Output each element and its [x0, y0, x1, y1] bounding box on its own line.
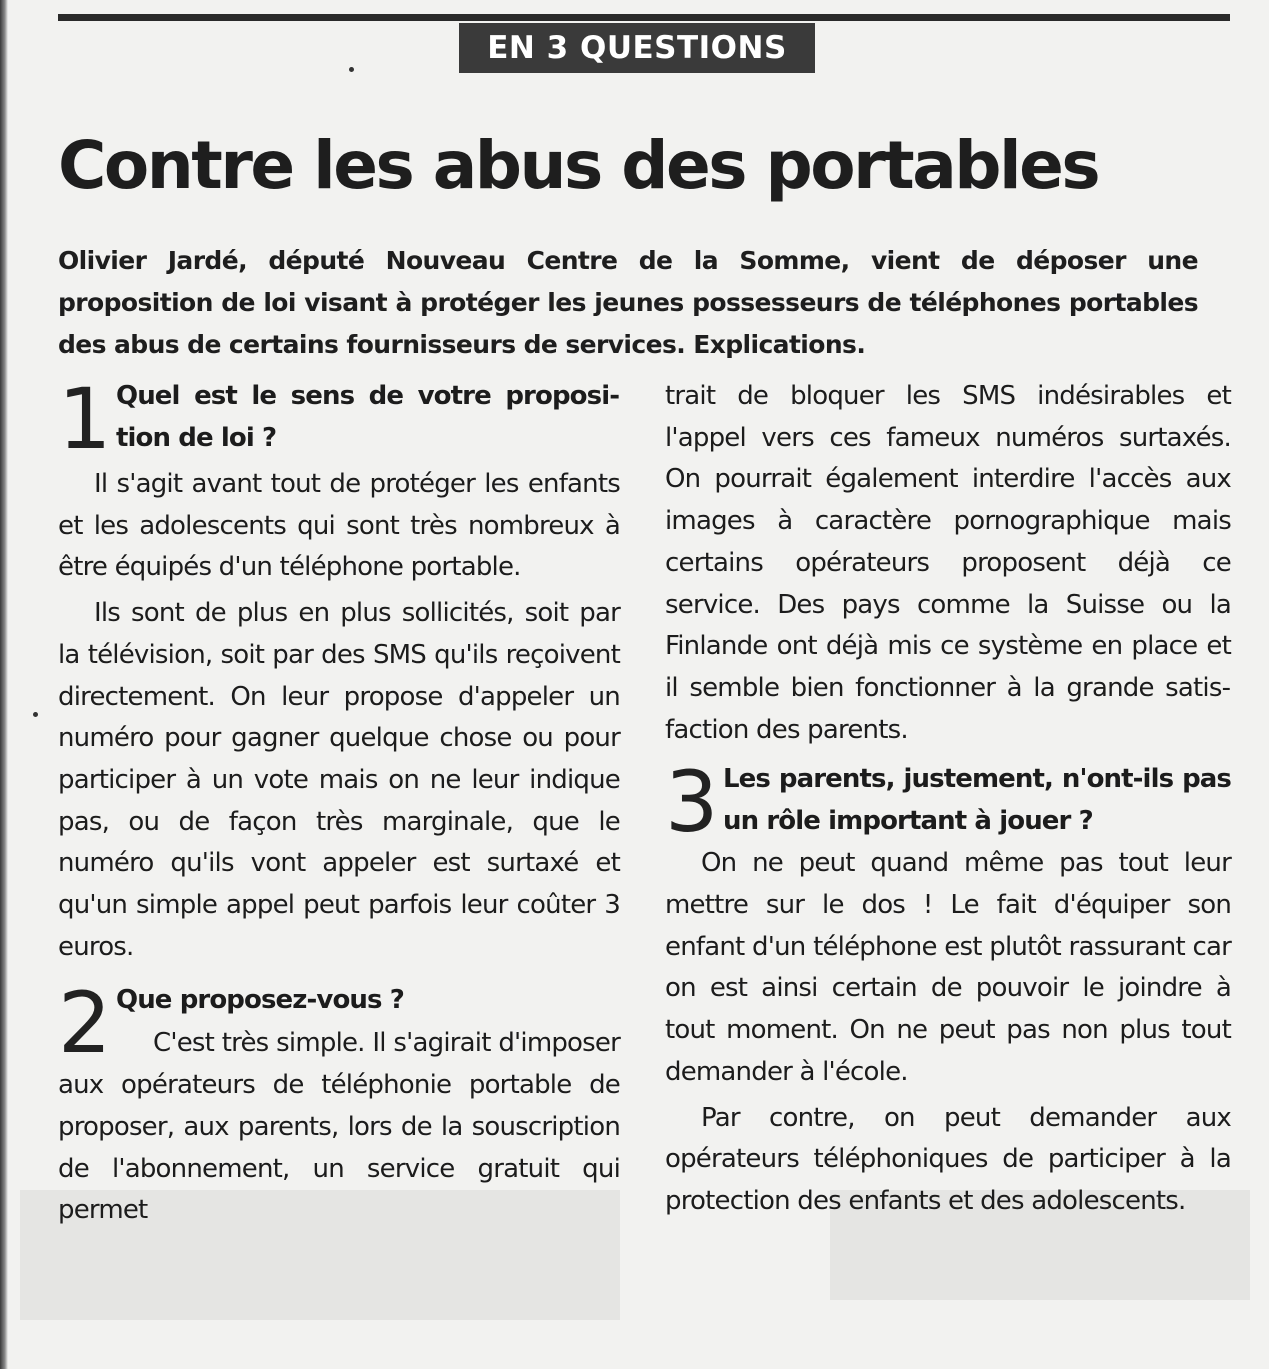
- section-badge: EN 3 QUESTIONS: [459, 23, 815, 73]
- scan-edge: [0, 0, 8, 1369]
- question-number: 1: [58, 370, 112, 468]
- question-3-heading: [665, 753, 1231, 852]
- question-text: Quel est le sens de votre proposition de loi ?: [116, 381, 620, 453]
- answer-paragraph: On ne peut quand même pas tout leur mettre sur le dos ! Le fait d'équiper son enfant d'un téléphone est plutôt rassurant car on est ainsi certain de pouvoir le joindre à tout moment. On ne peut pas non plus tout demander à l'école.: [665, 848, 1231, 1087]
- question-text: Que proposez-vous ?: [116, 985, 404, 1016]
- answer-paragraph: C'est très simple. Il s'agirait d'imposer aux opérateurs de téléphonie portable de proposer, aux parents, lors de la souscription de l'abonnement, un service gratuit qui permet: [58, 1028, 620, 1226]
- answer-paragraph: trait de bloquer les SMS indésirables et l'appel vers ces fameux numéros surtaxés. On pourrait également interdire l'accès aux images à caractère pornographique mais certains opérateurs proposent déjà ce service. Des pays comme la Suisse ou la Finlande ont déjà mis ce système en place et il semble bien fonctionner à la grande satisfaction des parents.: [665, 381, 1231, 745]
- ink-dot: [349, 67, 354, 72]
- question-number: 3: [665, 753, 719, 852]
- question-1-heading: [58, 370, 620, 468]
- intro-paragraph: Olivier Jardé, député Nouveau Centre de la Somme, vient de déposer une proposition de loi visant à protéger les jeunes possesseurs de téléphones portables des abus de certains fournisseurs de services. Explications.: [58, 246, 1198, 359]
- answer-paragraph: Ils sont de plus en plus sollicités, soit par la télévision, soit par des SMS qu'ils reçoivent directement. On leur propose d'appeler un numéro pour gagner quelque chose ou pour participer à un vote mais on ne leur indique pas, ou de façon très marginale, que le numéro qu'ils vont appeler est surtaxé et qu'un simple appel peut parfois leur coûter 3 euros.: [58, 598, 620, 962]
- question-text: Les parents, justement, n'ont-ils pas un rôle important à jouer ?: [723, 764, 1231, 837]
- top-rule: [58, 14, 1230, 21]
- column-right: [665, 376, 1231, 1223]
- column-left: [58, 370, 620, 1232]
- answer-paragraph: Il s'agit avant tout de protéger les enfants et les adolescents qui sont très nombreux à être équipés d'un téléphone portable.: [58, 469, 620, 583]
- ink-dot: [33, 712, 38, 717]
- question-number: 2: [58, 974, 112, 1073]
- headline: Contre les abus des portables: [58, 127, 1099, 204]
- answer-paragraph: Par contre, on peut demander aux opérateurs téléphoniques de participer à la protection des enfants et des adolescents.: [665, 1102, 1231, 1216]
